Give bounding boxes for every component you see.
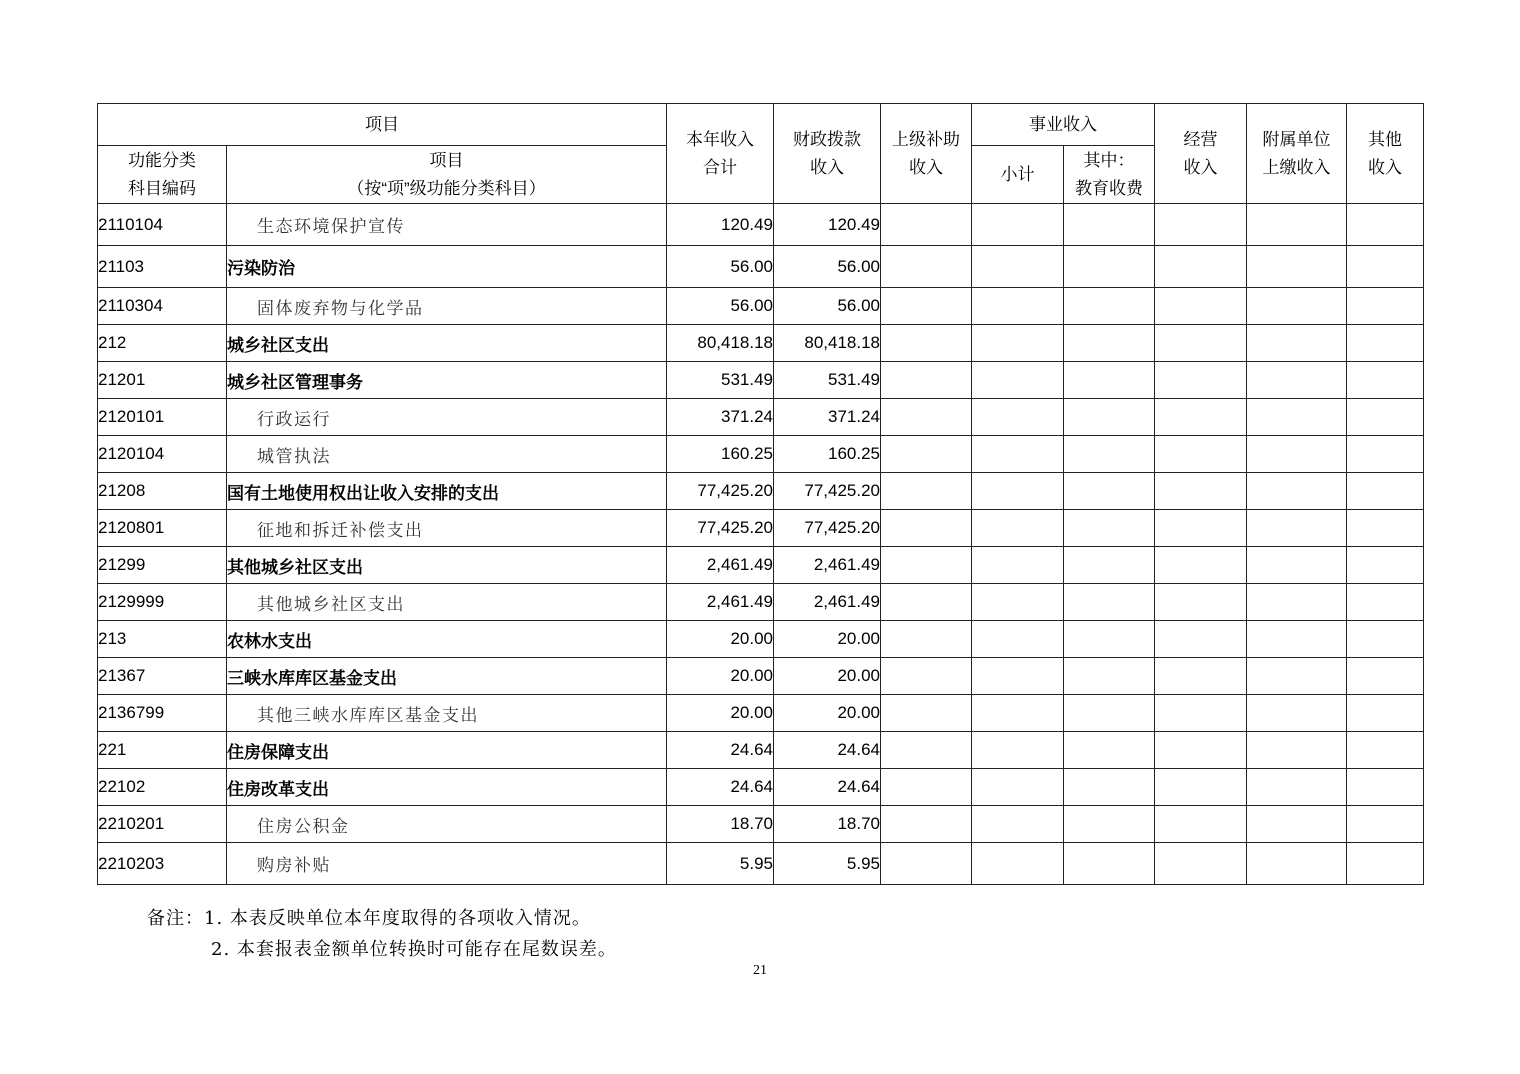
- row-name: 城乡社区管理事务: [227, 362, 667, 399]
- header-superior: 上级补助 收入: [881, 104, 972, 204]
- row-operating: [1155, 246, 1247, 288]
- row-business-edu: [1064, 658, 1155, 695]
- row-business-subtotal: [972, 806, 1064, 843]
- row-superior: [881, 362, 972, 399]
- row-fiscal: 24.64: [774, 769, 881, 806]
- row-total: 371.24: [667, 399, 774, 436]
- row-business-edu: [1064, 695, 1155, 732]
- row-superior: [881, 658, 972, 695]
- row-fiscal: 20.00: [774, 621, 881, 658]
- row-name: 其他城乡社区支出: [227, 547, 667, 584]
- note-line-2: 2. 本套报表金额单位转换时可能存在尾数误差。: [211, 939, 617, 960]
- row-other: [1347, 246, 1424, 288]
- header-affiliated: 附属单位 上缴收入: [1247, 104, 1347, 204]
- row-other: [1347, 473, 1424, 510]
- row-superior: [881, 473, 972, 510]
- table-body: [98, 204, 1424, 885]
- row-affiliated: [1247, 806, 1347, 843]
- row-affiliated: [1247, 843, 1347, 885]
- row-affiliated: [1247, 204, 1347, 246]
- row-business-edu: [1064, 769, 1155, 806]
- row-superior: [881, 510, 972, 547]
- row-business-subtotal: [972, 288, 1064, 325]
- row-fiscal: 5.95: [774, 843, 881, 885]
- row-superior: [881, 246, 972, 288]
- row-business-edu: [1064, 246, 1155, 288]
- row-business-edu: [1064, 436, 1155, 473]
- row-operating: [1155, 436, 1247, 473]
- row-business-subtotal: [972, 399, 1064, 436]
- row-total: 5.95: [667, 843, 774, 885]
- row-other: [1347, 695, 1424, 732]
- row-name: 固体废弃物与化学品: [227, 288, 667, 325]
- row-code: 213: [98, 621, 227, 658]
- row-total: 24.64: [667, 769, 774, 806]
- row-other: [1347, 510, 1424, 547]
- row-superior: [881, 288, 972, 325]
- row-affiliated: [1247, 325, 1347, 362]
- header-total: 本年收入 合计: [667, 104, 774, 204]
- row-code: 212: [98, 325, 227, 362]
- table-row: [98, 246, 1424, 288]
- table-row: [98, 399, 1424, 436]
- row-total: 24.64: [667, 732, 774, 769]
- row-total: 80,418.18: [667, 325, 774, 362]
- row-superior: [881, 695, 972, 732]
- row-business-edu: [1064, 362, 1155, 399]
- header-project: 项目: [98, 104, 667, 146]
- row-total: 531.49: [667, 362, 774, 399]
- table-row: [98, 806, 1424, 843]
- row-code: 21299: [98, 547, 227, 584]
- row-superior: [881, 547, 972, 584]
- row-business-edu: [1064, 621, 1155, 658]
- row-affiliated: [1247, 288, 1347, 325]
- row-total: 77,425.20: [667, 510, 774, 547]
- row-other: [1347, 547, 1424, 584]
- row-other: [1347, 399, 1424, 436]
- header-other: 其他 收入: [1347, 104, 1424, 204]
- row-affiliated: [1247, 399, 1347, 436]
- row-superior: [881, 399, 972, 436]
- row-code: 2110104: [98, 204, 227, 246]
- row-business-edu: [1064, 547, 1155, 584]
- header-code: 功能分类 科目编码: [98, 146, 227, 204]
- row-code: 21201: [98, 362, 227, 399]
- row-other: [1347, 769, 1424, 806]
- income-table: [97, 103, 1424, 885]
- row-other: [1347, 584, 1424, 621]
- row-operating: [1155, 621, 1247, 658]
- row-business-edu: [1064, 473, 1155, 510]
- table-row: [98, 362, 1424, 399]
- row-name: 污染防治: [227, 246, 667, 288]
- table-row: [98, 769, 1424, 806]
- row-total: 20.00: [667, 695, 774, 732]
- row-name: 住房保障支出: [227, 732, 667, 769]
- row-affiliated: [1247, 621, 1347, 658]
- row-affiliated: [1247, 246, 1347, 288]
- row-code: 2120104: [98, 436, 227, 473]
- row-fiscal: 531.49: [774, 362, 881, 399]
- row-superior: [881, 204, 972, 246]
- row-fiscal: 160.25: [774, 436, 881, 473]
- row-name: 国有土地使用权出让收入安排的支出: [227, 473, 667, 510]
- row-name: 其他三峡水库库区基金支出: [227, 695, 667, 732]
- row-business-subtotal: [972, 362, 1064, 399]
- row-business-subtotal: [972, 204, 1064, 246]
- row-business-subtotal: [972, 843, 1064, 885]
- row-fiscal: 77,425.20: [774, 473, 881, 510]
- row-code: 2120101: [98, 399, 227, 436]
- row-operating: [1155, 695, 1247, 732]
- row-operating: [1155, 806, 1247, 843]
- row-business-edu: [1064, 732, 1155, 769]
- row-superior: [881, 769, 972, 806]
- row-superior: [881, 436, 972, 473]
- header-fiscal: 财政拨款 收入: [774, 104, 881, 204]
- page-number: 21: [753, 963, 767, 978]
- row-operating: [1155, 325, 1247, 362]
- row-fiscal: 20.00: [774, 658, 881, 695]
- row-total: 2,461.49: [667, 584, 774, 621]
- row-name: 其他城乡社区支出: [227, 584, 667, 621]
- row-name: 住房公积金: [227, 806, 667, 843]
- row-other: [1347, 325, 1424, 362]
- row-business-subtotal: [972, 732, 1064, 769]
- row-fiscal: 77,425.20: [774, 510, 881, 547]
- row-fiscal: 2,461.49: [774, 584, 881, 621]
- header-business-group: 事业收入: [972, 104, 1155, 146]
- row-business-subtotal: [972, 436, 1064, 473]
- table-row: [98, 621, 1424, 658]
- row-business-edu: [1064, 399, 1155, 436]
- row-business-edu: [1064, 510, 1155, 547]
- table-row: [98, 288, 1424, 325]
- row-fiscal: 2,461.49: [774, 547, 881, 584]
- row-affiliated: [1247, 695, 1347, 732]
- table-row: [98, 843, 1424, 885]
- row-business-edu: [1064, 325, 1155, 362]
- row-other: [1347, 732, 1424, 769]
- row-name: 城管执法: [227, 436, 667, 473]
- row-affiliated: [1247, 769, 1347, 806]
- table-row: [98, 547, 1424, 584]
- row-operating: [1155, 547, 1247, 584]
- row-business-edu: [1064, 806, 1155, 843]
- row-total: 77,425.20: [667, 473, 774, 510]
- row-superior: [881, 584, 972, 621]
- table-row: [98, 473, 1424, 510]
- row-name: 生态环境保护宣传: [227, 204, 667, 246]
- row-fiscal: 56.00: [774, 246, 881, 288]
- row-code: 21208: [98, 473, 227, 510]
- note-line-1: 备注：1. 本表反映单位本年度取得的各项收入情况。: [147, 908, 591, 929]
- table-row: [98, 204, 1424, 246]
- row-total: 20.00: [667, 621, 774, 658]
- row-fiscal: 371.24: [774, 399, 881, 436]
- row-superior: [881, 843, 972, 885]
- header-item: 项目 （按“项”级功能分类科目）: [227, 146, 667, 204]
- row-total: 120.49: [667, 204, 774, 246]
- row-code: 2210201: [98, 806, 227, 843]
- row-operating: [1155, 204, 1247, 246]
- row-code: 221: [98, 732, 227, 769]
- row-other: [1347, 362, 1424, 399]
- row-business-subtotal: [972, 658, 1064, 695]
- row-total: 20.00: [667, 658, 774, 695]
- row-superior: [881, 325, 972, 362]
- table-row: [98, 732, 1424, 769]
- row-business-edu: [1064, 584, 1155, 621]
- row-business-edu: [1064, 204, 1155, 246]
- row-business-subtotal: [972, 584, 1064, 621]
- row-affiliated: [1247, 510, 1347, 547]
- table-row: [98, 510, 1424, 547]
- row-superior: [881, 621, 972, 658]
- row-operating: [1155, 473, 1247, 510]
- row-name: 购房补贴: [227, 843, 667, 885]
- row-total: 2,461.49: [667, 547, 774, 584]
- row-affiliated: [1247, 473, 1347, 510]
- row-other: [1347, 204, 1424, 246]
- row-code: 2136799: [98, 695, 227, 732]
- row-name: 三峡水库库区基金支出: [227, 658, 667, 695]
- row-fiscal: 80,418.18: [774, 325, 881, 362]
- row-code: 2120801: [98, 510, 227, 547]
- header-business-edu: 其中： 教育收费: [1064, 146, 1155, 204]
- row-superior: [881, 732, 972, 769]
- row-affiliated: [1247, 584, 1347, 621]
- table-row: [98, 658, 1424, 695]
- table-row: [98, 325, 1424, 362]
- row-operating: [1155, 769, 1247, 806]
- row-code: 2129999: [98, 584, 227, 621]
- row-business-subtotal: [972, 473, 1064, 510]
- row-fiscal: 120.49: [774, 204, 881, 246]
- row-affiliated: [1247, 547, 1347, 584]
- row-name: 农林水支出: [227, 621, 667, 658]
- row-business-subtotal: [972, 510, 1064, 547]
- row-total: 56.00: [667, 288, 774, 325]
- table-row: [98, 436, 1424, 473]
- row-code: 2210203: [98, 843, 227, 885]
- row-code: 21103: [98, 246, 227, 288]
- row-other: [1347, 436, 1424, 473]
- row-code: 22102: [98, 769, 227, 806]
- row-fiscal: 18.70: [774, 806, 881, 843]
- row-superior: [881, 806, 972, 843]
- row-business-subtotal: [972, 547, 1064, 584]
- row-business-subtotal: [972, 325, 1064, 362]
- row-operating: [1155, 399, 1247, 436]
- row-business-subtotal: [972, 621, 1064, 658]
- row-operating: [1155, 510, 1247, 547]
- row-operating: [1155, 362, 1247, 399]
- row-other: [1347, 288, 1424, 325]
- row-other: [1347, 806, 1424, 843]
- row-affiliated: [1247, 658, 1347, 695]
- row-operating: [1155, 732, 1247, 769]
- row-affiliated: [1247, 362, 1347, 399]
- row-name: 行政运行: [227, 399, 667, 436]
- row-operating: [1155, 658, 1247, 695]
- row-affiliated: [1247, 436, 1347, 473]
- row-name: 住房改革支出: [227, 769, 667, 806]
- row-operating: [1155, 288, 1247, 325]
- row-name: 城乡社区支出: [227, 325, 667, 362]
- row-business-subtotal: [972, 769, 1064, 806]
- row-total: 160.25: [667, 436, 774, 473]
- row-other: [1347, 843, 1424, 885]
- row-total: 56.00: [667, 246, 774, 288]
- header-operating: 经营 收入: [1155, 104, 1247, 204]
- row-fiscal: 56.00: [774, 288, 881, 325]
- row-other: [1347, 621, 1424, 658]
- row-code: 21367: [98, 658, 227, 695]
- table-row: [98, 695, 1424, 732]
- row-fiscal: 24.64: [774, 732, 881, 769]
- row-business-edu: [1064, 843, 1155, 885]
- row-operating: [1155, 843, 1247, 885]
- header-business-subtotal: 小计: [972, 146, 1064, 204]
- row-other: [1347, 658, 1424, 695]
- row-business-subtotal: [972, 695, 1064, 732]
- row-business-edu: [1064, 288, 1155, 325]
- row-business-subtotal: [972, 246, 1064, 288]
- row-name: 征地和拆迁补偿支出: [227, 510, 667, 547]
- row-total: 18.70: [667, 806, 774, 843]
- row-code: 2110304: [98, 288, 227, 325]
- row-affiliated: [1247, 732, 1347, 769]
- row-fiscal: 20.00: [774, 695, 881, 732]
- table-row: [98, 584, 1424, 621]
- row-operating: [1155, 584, 1247, 621]
